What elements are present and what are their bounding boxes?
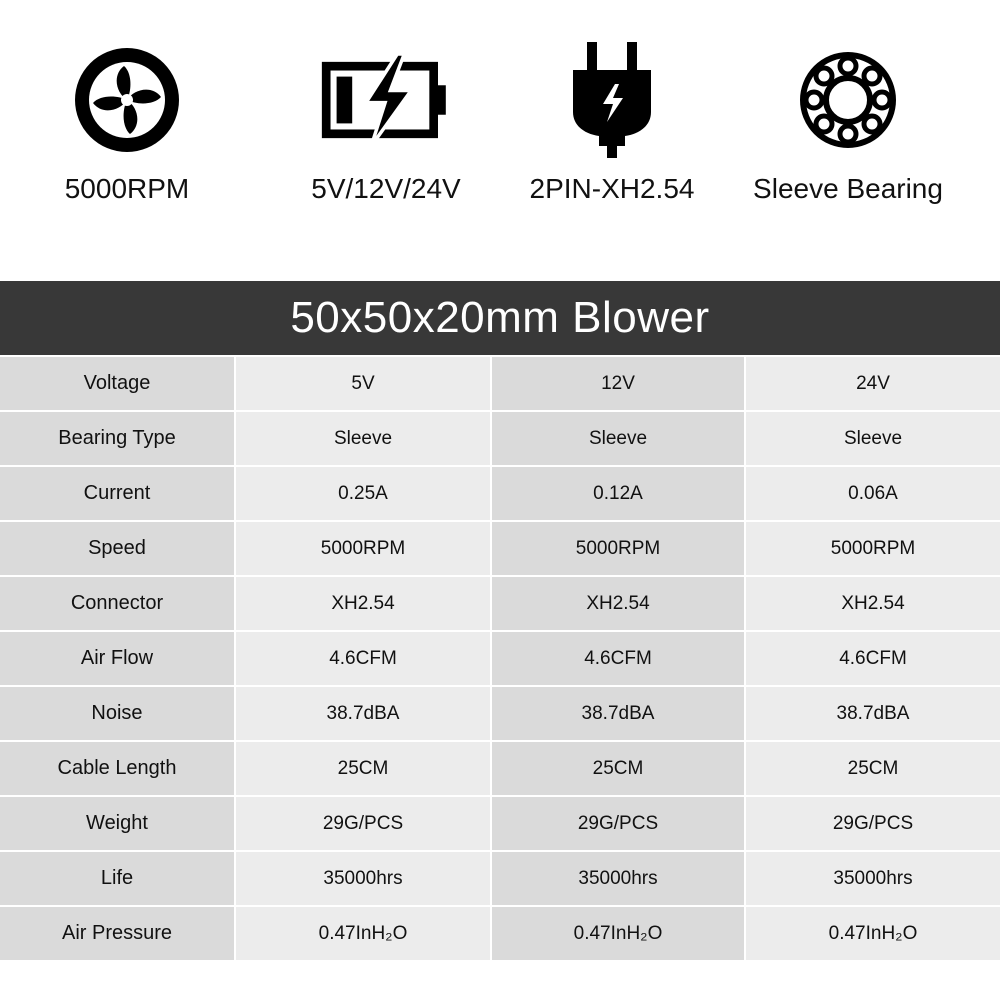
table-row — [0, 577, 1000, 630]
feature-label: 5000RPM — [64, 173, 190, 204]
table-row — [0, 467, 1000, 520]
table-cell: 0.47InH₂O — [492, 907, 744, 960]
feature-icons-row — [0, 0, 1000, 280]
table-cell: 29G/PCS — [492, 797, 744, 850]
table-cell: XH2.54 — [236, 577, 490, 630]
fan-icon — [62, 40, 192, 160]
row-label: Speed — [0, 522, 234, 575]
product-title-banner — [0, 281, 1000, 355]
table-row — [0, 632, 1000, 685]
row-label: Air Flow — [0, 632, 234, 685]
row-label: Cable Length — [0, 742, 234, 795]
row-label: Air Pressure — [0, 907, 234, 960]
table-row — [0, 742, 1000, 795]
table-cell: Sleeve — [236, 412, 490, 465]
table-cell: Sleeve — [746, 412, 1000, 465]
table-row — [0, 357, 1000, 410]
table-cell: Sleeve — [492, 412, 744, 465]
table-row — [0, 852, 1000, 905]
row-label: Voltage — [0, 357, 234, 410]
product-title: 50x50x20mm Blower — [290, 293, 710, 342]
table-cell: 38.7dBA — [492, 687, 744, 740]
feature-label: Sleeve Bearing — [753, 173, 943, 204]
table-cell: 5V — [236, 357, 490, 410]
spec-table — [0, 357, 1000, 962]
table-cell: 25CM — [746, 742, 1000, 795]
table-cell: 0.06A — [746, 467, 1000, 520]
table-cell: 35000hrs — [746, 852, 1000, 905]
table-cell: 29G/PCS — [236, 797, 490, 850]
row-label: Life — [0, 852, 234, 905]
row-label: Noise — [0, 687, 234, 740]
plug-icon — [547, 40, 677, 160]
table-row — [0, 522, 1000, 575]
table-cell: 5000RPM — [236, 522, 490, 575]
table-cell: XH2.54 — [746, 577, 1000, 630]
table-cell: 24V — [746, 357, 1000, 410]
table-cell: XH2.54 — [492, 577, 744, 630]
table-cell: 5000RPM — [746, 522, 1000, 575]
feature-label: 5V/12V/24V — [311, 173, 461, 204]
table-cell: 29G/PCS — [746, 797, 1000, 850]
feature-voltage — [266, 40, 506, 240]
feature-label: 2PIN-XH2.54 — [529, 173, 695, 204]
table-cell: 0.47InH₂O — [236, 907, 490, 960]
table-cell: 4.6CFM — [746, 632, 1000, 685]
row-label: Bearing Type — [0, 412, 234, 465]
table-cell: 4.6CFM — [492, 632, 744, 685]
table-row — [0, 687, 1000, 740]
table-cell: 25CM — [236, 742, 490, 795]
table-cell: 38.7dBA — [746, 687, 1000, 740]
feature-speed — [7, 40, 247, 240]
table-row — [0, 907, 1000, 960]
row-label: Current — [0, 467, 234, 520]
feature-connector — [492, 40, 732, 240]
table-cell: 35000hrs — [492, 852, 744, 905]
table-cell: 35000hrs — [236, 852, 490, 905]
table-cell: 38.7dBA — [236, 687, 490, 740]
row-label: Weight — [0, 797, 234, 850]
battery-charging-icon — [321, 40, 451, 160]
table-cell: 0.47InH₂O — [746, 907, 1000, 960]
table-cell: 5000RPM — [492, 522, 744, 575]
table-cell: 0.25A — [236, 467, 490, 520]
table-cell: 25CM — [492, 742, 744, 795]
feature-bearing — [728, 40, 968, 240]
table-cell: 4.6CFM — [236, 632, 490, 685]
table-row — [0, 412, 1000, 465]
table-cell: 0.12A — [492, 467, 744, 520]
bearing-icon — [783, 40, 913, 160]
row-label: Connector — [0, 577, 234, 630]
table-row — [0, 797, 1000, 850]
table-cell: 12V — [492, 357, 744, 410]
